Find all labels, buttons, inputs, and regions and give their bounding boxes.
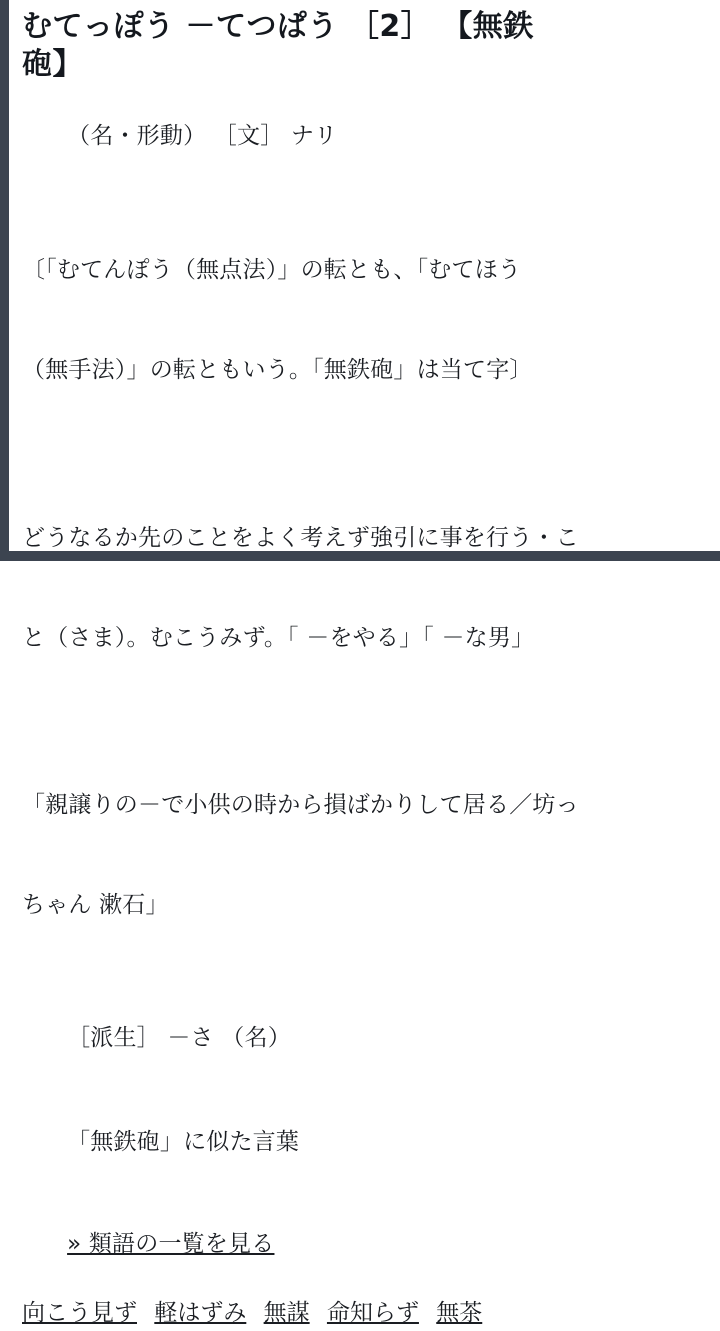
derivative-text: ［派生］ －さ （名） <box>67 1025 291 1052</box>
synonym-link-2[interactable]: 軽はずみ <box>154 1300 247 1327</box>
related-words-header-text: 「無鉄砲」に似た言葉 <box>67 1129 300 1156</box>
part-of-speech-text: （名・形動） ［文］ ナリ <box>67 123 338 150</box>
derivative-line <box>22 989 708 1089</box>
see-all-synonyms-link[interactable]: » 類語の一覧を見る <box>67 1231 275 1258</box>
related-words-header <box>22 1093 708 1193</box>
synonym-link-4[interactable]: 命知らず <box>326 1300 419 1327</box>
etymology-line-1: 〔「むてんぽう（無点法）」の転とも、「むてほう <box>22 256 522 283</box>
definition-line-2: と（さま）。むこうみず。「 －をやる」「 －な男」 <box>22 625 535 652</box>
page-title <box>22 8 708 85</box>
definition-text <box>22 456 708 723</box>
example-line-2: ちゃん 漱石」 <box>22 892 169 919</box>
synonym-link-5[interactable]: 無茶 <box>436 1300 483 1327</box>
etymology-note <box>22 187 708 454</box>
example-line-1: 「親譲りの－で小供の時から損ばかりして居る／坊っ <box>22 792 579 818</box>
etymology-line-2: （無手法）」の転ともいう。「無鉄砲」は当て字〕 <box>22 356 533 383</box>
bottom-edge-bar <box>0 551 720 561</box>
part-of-speech-line <box>22 87 708 187</box>
headword-line-1: むてっぽう －てつぱう ［2］ 【無鉄 <box>22 9 534 44</box>
synonym-link-3[interactable]: 無謀 <box>263 1300 310 1327</box>
see-all-synonyms-link-row[interactable] <box>22 1195 708 1295</box>
left-edge-bar <box>0 0 9 561</box>
headword-line-2: 砲】 <box>22 47 83 83</box>
example-quotation <box>22 722 708 989</box>
synonym-list <box>22 1297 708 1330</box>
entry-content <box>22 4 708 1327</box>
synonym-link-1[interactable]: 向こう見ず <box>22 1300 137 1327</box>
definition-line-1: どうなるか先のことをよく考えず強引に事を行う・こ <box>22 525 579 552</box>
